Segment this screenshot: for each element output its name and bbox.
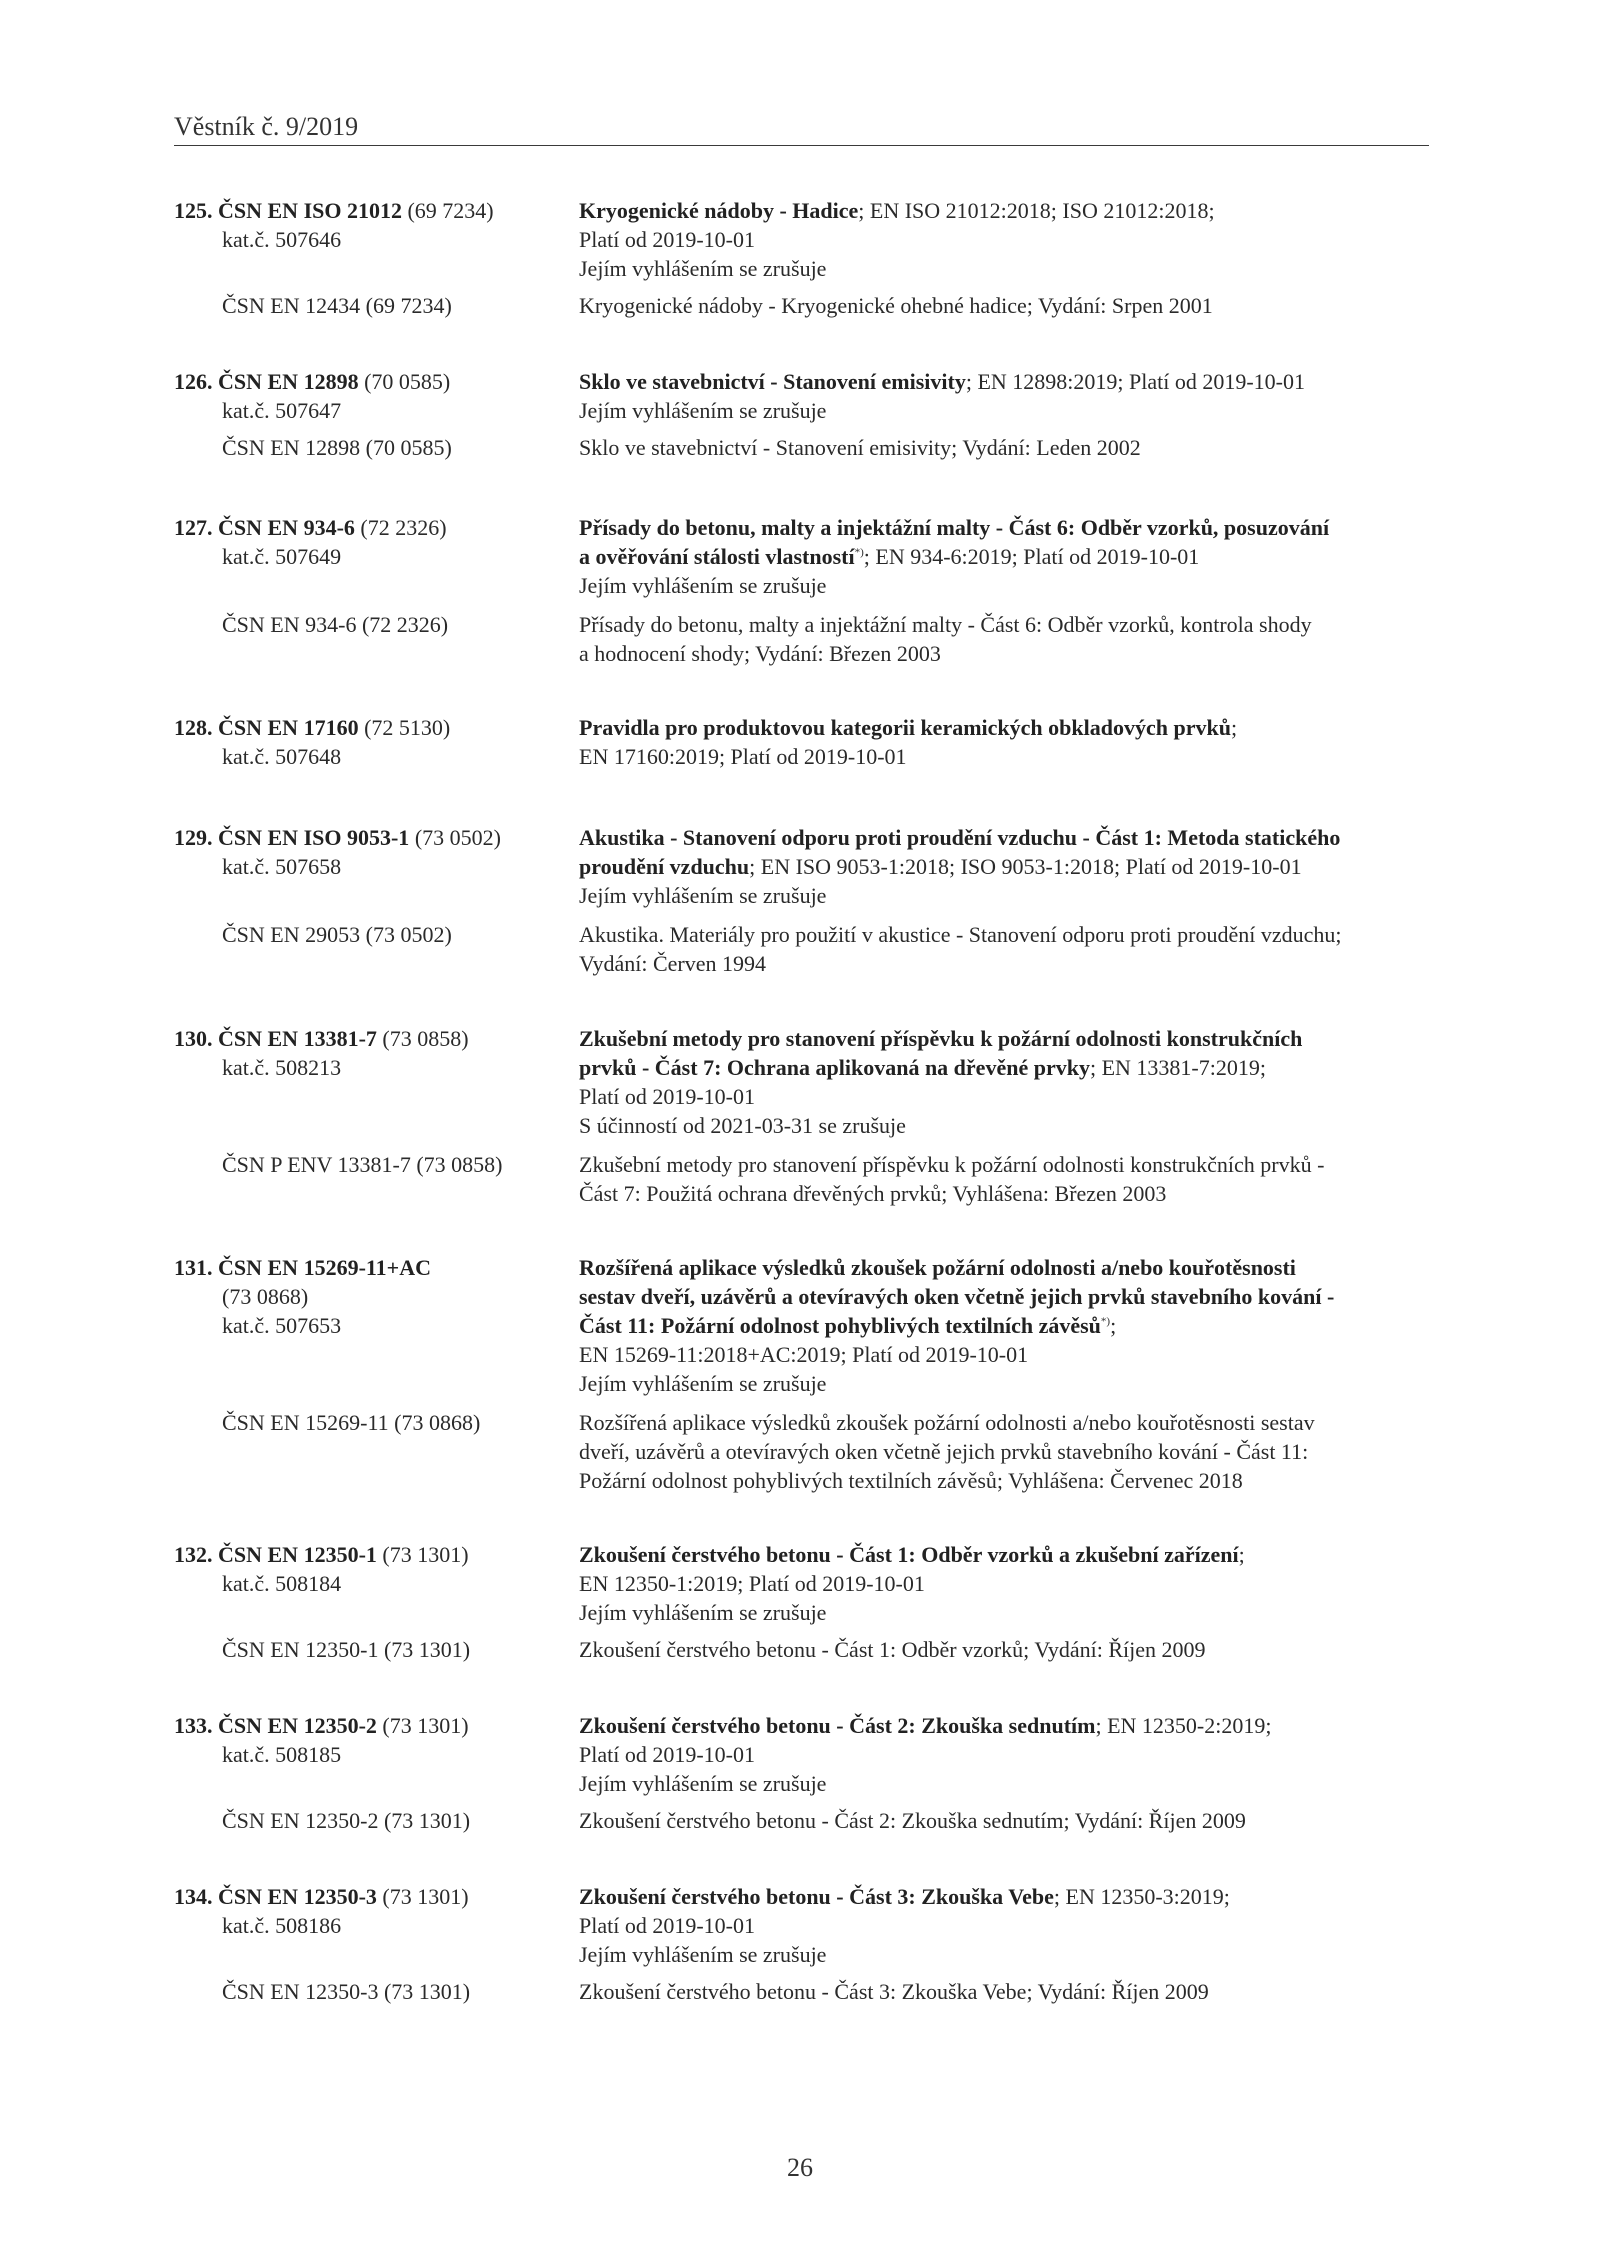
- standard-code: ČSN EN 13381-7: [218, 1026, 377, 1051]
- validity-line: Platí od 2019-10-01: [579, 1742, 755, 1767]
- old-standard-title: Sklo ve stavebnictví - Stanovení emisivity; Vydání: Leden 2002: [579, 435, 1141, 460]
- catalog-number: kat.č. 507649: [222, 544, 342, 569]
- standard-code: ČSN EN 12350-3: [218, 1884, 377, 1909]
- old-standard-title: Akustika. Materiály pro použití v akustice - Stanovení odporu proti proudění vzduchu;: [579, 922, 1342, 947]
- validity-line: EN 12350-1:2019; Platí od 2019-10-01: [579, 1571, 925, 1596]
- old-standard-code: ČSN EN 12434 (69 7234): [222, 293, 452, 318]
- standard-code: ČSN EN 15269-11+AC: [218, 1255, 431, 1280]
- validity-line: Platí od 2019-10-01: [579, 1913, 755, 1938]
- standard-code: ČSN EN 934-6: [218, 515, 355, 540]
- classification-code: (72 2326): [354, 515, 447, 540]
- classification-code: (73 0868): [222, 1284, 309, 1309]
- page-header: [174, 111, 1429, 146]
- standard-title: Sklo ve stavebnictví - Stanovení emisivity: [579, 369, 966, 394]
- entry-number: 127.: [174, 515, 213, 540]
- replacement-note: Jejím vyhlášením se zrušuje: [579, 883, 827, 908]
- old-standard-code: ČSN EN 29053 (73 0502): [222, 922, 452, 947]
- replacement-note: Jejím vyhlášením se zrušuje: [579, 256, 827, 281]
- standard-entry-128: 128. ČSN EN 17160 (72 5130) kat.č. 507648 Pravidla pro produktovou kategorii keramických obkladových prvků; EN 17160:2019; Platí od 2019-10-01: [174, 713, 1434, 771]
- replacement-note: Jejím vyhlášením se zrušuje: [579, 1942, 827, 1967]
- catalog-number: kat.č. 507647: [222, 398, 342, 423]
- standard-code: ČSN EN 12350-1: [218, 1542, 377, 1567]
- old-standard-title: Zkušební metody pro stanovení příspěvku k požární odolnosti konstrukčních prvků -: [579, 1152, 1325, 1177]
- old-standard-code: ČSN EN 934-6 (72 2326): [222, 612, 449, 637]
- replaced-standard: ČSN EN 29053 (73 0502) Akustika. Materiály pro použití v akustice - Stanovení odporu proti proudění vzduchu; Vydání: Červen 1994: [174, 920, 1434, 978]
- standard-code: ČSN EN 12350-2: [218, 1713, 377, 1738]
- page-number: 26: [787, 2153, 813, 2182]
- footnote-mark: *): [1100, 1315, 1111, 1328]
- entry-number: 125.: [174, 198, 213, 223]
- standard-code: ČSN EN ISO 21012: [218, 198, 402, 223]
- catalog-number: kat.č. 507646: [222, 227, 342, 252]
- old-standard-code: ČSN EN 12898 (70 0585): [222, 435, 452, 460]
- old-standard-title: Přísady do betonu, malty a injektážní malty - Část 6: Odběr vzorků, kontrola shody: [579, 612, 1312, 637]
- standard-title: Zkoušení čerstvého betonu - Část 1: Odběr vzorků a zkušební zařízení: [579, 1542, 1239, 1567]
- old-standard-title: Zkoušení čerstvého betonu - Část 2: Zkouška sednutím; Vydání: Říjen 2009: [579, 1808, 1246, 1833]
- replacement-note: Jejím vyhlášením se zrušuje: [579, 1771, 827, 1796]
- entry-number: 131.: [174, 1255, 213, 1280]
- standard-title: Kryogenické nádoby - Hadice: [579, 198, 859, 223]
- classification-code: (73 1301): [376, 1713, 469, 1738]
- replacement-note: S účinností od 2021-03-31 se zrušuje: [579, 1113, 906, 1138]
- replacement-note: Jejím vyhlášením se zrušuje: [579, 398, 827, 423]
- standard-entry-132: 132. ČSN EN 12350-1 (73 1301) kat.č. 508184 Zkoušení čerstvého betonu - Část 1: Odběr vzorků a zkušební zařízení; EN 12350-1:2019; Platí od 2019-10-01 Jejím vyhlášením se zrušuje ČSN EN 12350-1 (73 1301) Zkoušení čerstvého betonu - Část 1: Odběr vzorků; Vydání: Říjen 2009: [174, 1540, 1434, 1664]
- catalog-number: kat.č. 508213: [222, 1055, 342, 1080]
- replaced-standard: ČSN EN 934-6 (72 2326) Přísady do betonu, malty a injektážní malty - Část 6: Odběr vzorků, kontrola shody a hodnocení shody; Vydání: Březen 2003: [174, 610, 1434, 668]
- old-standard-code: ČSN EN 12350-2 (73 1301): [222, 1808, 471, 1833]
- catalog-number: kat.č. 507648: [222, 744, 342, 769]
- standard-entry-127: 127. ČSN EN 934-6 (72 2326) kat.č. 507649 Přísady do betonu, malty a injektážní malty - Část 6: Odběr vzorků, posuzování a ověřování stálosti vlastností*); EN 934-6:2019; Platí od 2019-10-01 Jejím vyhlášením se zrušuje ČSN EN 934-6 (72 2326) Přísady do betonu, malty a injektážní malty - Část 6: Odběr vzorků, kontrola shody a hodnocení shody; Vydání: Březen 2003: [174, 513, 1434, 668]
- replaced-standard: [174, 433, 1434, 462]
- replaced-standard: [174, 1635, 1434, 1664]
- catalog-number: kat.č. 507653: [222, 1313, 342, 1338]
- standard-entry-131: 131. ČSN EN 15269-11+AC (73 0868) kat.č. 507653 Rozšířená aplikace výsledků zkoušek požární odolnosti a/nebo kouřotěsnosti sestav dveří, uzávěrů a otevíravých oken včetně jejich prvků stavebního kování - Část 11: Požární odolnost pohyblivých textilních závěsů*); EN 15269-11:2018+AC:2019; Platí od 2019-10-01 Jejím vyhlášením se zrušuje ČSN EN 15269-11 (73 0868) Rozšířená aplikace výsledků zkoušek požární odolnosti a/nebo kouřotěsnosti sestav dveří, uzávěrů a otevíravých oken včetně jejich prvků stavebního kování - Část 11: Požární odolnost pohyblivých textilních závěsů; Vyhlášena: Červenec 2018: [174, 1253, 1434, 1495]
- classification-code: (73 0858): [376, 1026, 469, 1051]
- standard-entry-133: 133. ČSN EN 12350-2 (73 1301) kat.č. 508185 Zkoušení čerstvého betonu - Část 2: Zkouška sednutím; EN 12350-2:2019; Platí od 2019-10-01 Jejím vyhlášením se zrušuje ČSN EN 12350-2 (73 1301) Zkoušení čerstvého betonu - Část 2: Zkouška sednutím; Vydání: Říjen 2009: [174, 1711, 1434, 1835]
- standard-title: Pravidla pro produktovou kategorii keramických obkladových prvků: [579, 715, 1231, 740]
- entry-number: 132.: [174, 1542, 213, 1567]
- standard-title: Zkušební metody pro stanovení příspěvku k požární odolnosti konstrukčních: [579, 1026, 1303, 1051]
- entry-number: 130.: [174, 1026, 213, 1051]
- classification-code: (70 0585): [358, 369, 451, 394]
- entry-number: 134.: [174, 1884, 213, 1909]
- standard-entry-134: 134. ČSN EN 12350-3 (73 1301) kat.č. 508186 Zkoušení čerstvého betonu - Část 3: Zkouška Vebe; EN 12350-3:2019; Platí od 2019-10-01 Jejím vyhlášením se zrušuje ČSN EN 12350-3 (73 1301) Zkoušení čerstvého betonu - Část 3: Zkouška Vebe; Vydání: Říjen 2009: [174, 1882, 1434, 2006]
- standard-code: ČSN EN 12898: [218, 369, 359, 394]
- classification-code: (72 5130): [358, 715, 451, 740]
- classification-code: (69 7234): [401, 198, 494, 223]
- old-standard-title: Zkoušení čerstvého betonu - Část 1: Odběr vzorků; Vydání: Říjen 2009: [579, 1637, 1206, 1662]
- replaced-standard: ČSN P ENV 13381-7 (73 0858) Zkušební metody pro stanovení příspěvku k požární odolnosti konstrukčních prvků - Část 7: Použitá ochrana dřevěných prvků; Vyhlášena: Březen 2003: [174, 1150, 1434, 1208]
- entry-number: 129.: [174, 825, 213, 850]
- standard-title: Přísady do betonu, malty a injektážní malty - Část 6: Odběr vzorků, posuzování: [579, 515, 1330, 540]
- footnote-mark: *): [854, 546, 864, 559]
- validity-line: Platí od 2019-10-01: [579, 1084, 755, 1109]
- standard-code: ČSN EN ISO 9053-1: [218, 825, 410, 850]
- entry-number: 128.: [174, 715, 213, 740]
- classification-code: (73 1301): [376, 1884, 469, 1909]
- journal-title: Věstník č. 9/2019: [174, 112, 359, 141]
- replaced-standard: ČSN EN 15269-11 (73 0868) Rozšířená aplikace výsledků zkoušek požární odolnosti a/nebo kouřotěsnosti sestav dveří, uzávěrů a otevíravých oken včetně jejich prvků stavebního kování - Část 11: Požární odolnost pohyblivých textilních závěsů; Vyhlášena: Červenec 2018: [174, 1408, 1434, 1495]
- entry-number: 133.: [174, 1713, 213, 1738]
- standard-entry-126: 126. ČSN EN 12898 (70 0585) kat.č. 507647 Sklo ve stavebnictví - Stanovení emisivity; EN 12898:2019; Platí od 2019-10-01 Jejím vyhlášením se zrušuje ČSN EN 12898 (70 0585) Sklo ve stavebnictví - Stanovení emisivity; Vydání: Leden 2002: [174, 367, 1434, 462]
- replacement-note: Jejím vyhlášením se zrušuje: [579, 1600, 827, 1625]
- replacement-note: Jejím vyhlášením se zrušuje: [579, 1371, 827, 1396]
- standard-title: Zkoušení čerstvého betonu - Část 3: Zkouška Vebe: [579, 1884, 1054, 1909]
- entry-number: 126.: [174, 369, 213, 394]
- catalog-number: kat.č. 508184: [222, 1571, 342, 1596]
- replacement-note: Jejím vyhlášením se zrušuje: [579, 573, 827, 598]
- old-standard-code: ČSN EN 12350-1 (73 1301): [222, 1637, 471, 1662]
- standard-title: Zkoušení čerstvého betonu - Část 2: Zkouška sednutím: [579, 1713, 1096, 1738]
- replaced-standard: [174, 1977, 1434, 2006]
- replaced-standard: [174, 291, 1434, 320]
- standard-title: Akustika - Stanovení odporu proti proudění vzduchu - Část 1: Metoda statického: [579, 825, 1341, 850]
- old-standard-code: ČSN P ENV 13381-7 (73 0858): [222, 1152, 503, 1177]
- old-standard-title: Zkoušení čerstvého betonu - Část 3: Zkouška Vebe; Vydání: Říjen 2009: [579, 1979, 1209, 2004]
- old-standard-title: Kryogenické nádoby - Kryogenické ohebné hadice; Vydání: Srpen 2001: [579, 293, 1213, 318]
- replaced-standard: [174, 1806, 1434, 1835]
- standard-entry-129: 129. ČSN EN ISO 9053-1 (73 0502) kat.č. 507658 Akustika - Stanovení odporu proti proudění vzduchu - Část 1: Metoda statického proudění vzduchu; EN ISO 9053-1:2018; ISO 9053-1:2018; Platí od 2019-10-01 Jejím vyhlášením se zrušuje ČSN EN 29053 (73 0502) Akustika. Materiály pro použití v akustice - Stanovení odporu proti proudění vzduchu; Vydání: Červen 1994: [174, 823, 1434, 978]
- catalog-number: kat.č. 508186: [222, 1913, 342, 1938]
- classification-code: (73 1301): [376, 1542, 469, 1567]
- validity-line: Platí od 2019-10-01: [579, 227, 755, 252]
- catalog-number: kat.č. 507658: [222, 854, 342, 879]
- standard-code: ČSN EN 17160: [218, 715, 359, 740]
- old-standard-code: ČSN EN 12350-3 (73 1301): [222, 1979, 471, 2004]
- old-standard-code: ČSN EN 15269-11 (73 0868): [222, 1410, 481, 1435]
- standard-entry-125: 125. ČSN EN ISO 21012 (69 7234) kat.č. 507646 Kryogenické nádoby - Hadice; EN ISO 21012:2018; ISO 21012:2018; Platí od 2019-10-01 Jejím vyhlášením se zrušuje ČSN EN 12434 (69 7234) Kryogenické nádoby - Kryogenické ohebné hadice; Vydání: Srpen 2001: [174, 196, 1434, 320]
- classification-code: (73 0502): [409, 825, 501, 850]
- validity-line: EN 15269-11:2018+AC:2019; Platí od 2019-10-01: [579, 1342, 1029, 1367]
- standard-entry-130: 130. ČSN EN 13381-7 (73 0858) kat.č. 508213 Zkušební metody pro stanovení příspěvku k požární odolnosti konstrukčních prvků - Část 7: Ochrana aplikovaná na dřevěné prvky; EN 13381-7:2019; Platí od 2019-10-01 S účinností od 2021-03-31 se zrušuje ČSN P ENV 13381-7 (73 0858) Zkušební metody pro stanovení příspěvku k požární odolnosti konstrukčních prvků - Část 7: Použitá ochrana dřevěných prvků; Vyhlášena: Březen 2003: [174, 1024, 1434, 1208]
- old-standard-title: Rozšířená aplikace výsledků zkoušek požární odolnosti a/nebo kouřotěsnosti sestav: [579, 1410, 1315, 1435]
- validity-line: EN 17160:2019; Platí od 2019-10-01: [579, 744, 907, 769]
- catalog-number: kat.č. 508185: [222, 1742, 342, 1767]
- standard-title: Rozšířená aplikace výsledků zkoušek požární odolnosti a/nebo kouřotěsnosti: [579, 1255, 1296, 1280]
